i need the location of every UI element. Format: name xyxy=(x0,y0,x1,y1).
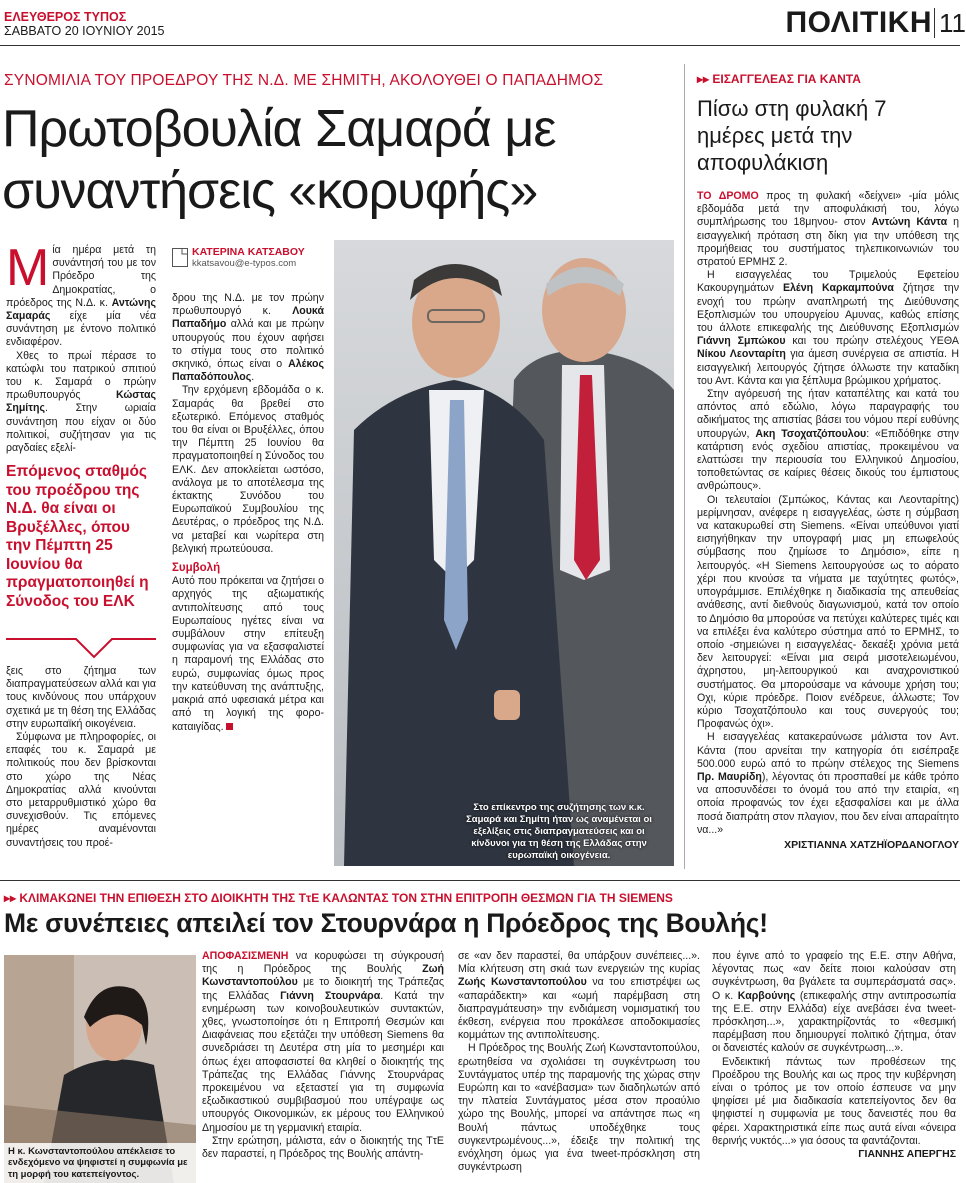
side-p1: προς τη φυλακή «δείχνει» -μία μόλις εβδομάδα μετά την αποφυλάκισή του, λόγω συμπλήρωσης του 18μηνου- στον xyxy=(697,190,959,229)
col1-text3: . Στην ωριαία συνάντηση που είχαν οι δύο πολιτικοί, συζήτησαν για τις ραγδαίες εξελί- xyxy=(6,402,156,455)
side-kicker-text: ΕΙΣΑΓΓΕΛΕΑΣ ΓΙΑ ΚΑΝΤΑ xyxy=(712,72,861,86)
masthead xyxy=(4,10,164,39)
name-samaras: Αντώνης Σαμαράς xyxy=(6,296,156,323)
bottom-c2b: να του επιστρέψει ως «απαράδεκτη» και «ωμή παρέμβαση στη διαπραγμάτευση» την ενδιάμεση νομισματική του έκθεση, ενέργεια που προκάλεσε αποδοκιμασίες κομμάτων της αντιπολίτευσης. xyxy=(458,976,701,1042)
side-p5b: ), λέγοντας ότι προσπαθεί με κάθε τρόπο να αποσυνδέσει το όνομά του από την εταιρία, «η οποία προφανώς τον έχει εξασφαλίσει και με άλλα ποσά διαπράτη στον πλαγιον, που δεν είναι απαραίτητο να...» xyxy=(697,770,959,836)
side-p2b: ζήτησε την ενοχή του πρώην αναπληρωτή της Διεύθυνσης Εξοπλισμών του υπουργείου Αμυνας, καθώς επίσης του άλλοτε επικεφαλής της Διεύθυνσης Εξοπλισμών xyxy=(697,282,959,335)
issue-date: ΣΑΒΒΑΤΟ 20 ΙΟΥΝΙΟΥ 2015 xyxy=(4,24,165,38)
col1-text2: Χθες το πρωί πέρασε το κατώφλι του πατρικού σπιτιού του κ. Σαμαρά ο πρώην πρωθυπουργός xyxy=(6,349,156,402)
bottom-c3a: που έγινε από το γραφείο της Ε.Ε. στην Αθήνα, λέγοντας πως «αν δείτε ποιοι καλούσαν στη συγκέντρωση, θα βγάλετε τα συμπεράσματά σας». Ο κ. xyxy=(712,950,956,1002)
main-col-1-cont xyxy=(6,665,156,850)
double-chevron-icon-2: ▸▸ xyxy=(4,891,20,905)
main-photo-caption: Στο επίκεντρο της συζήτησης των κ.κ. Σαμαρά και Σημίτη ήταν ως αναμένεται οι εξελίξεις στις διαπραγματεύσεις και οι κίνδυνοι για τη θέση της Ελλάδας στην ευρωπαϊκή οικογένεια. xyxy=(466,802,652,861)
author-name: ΚΑΤΕΡΙΝΑ ΚΑΤΣΑΒΟΥ xyxy=(192,246,305,258)
author-icon xyxy=(172,248,188,267)
author-block xyxy=(172,246,332,269)
pull-quote-rule xyxy=(6,637,156,661)
headline-line-1: Πρωτοβουλία Σαμαρά με xyxy=(2,100,556,158)
author-email: kkatsavou@e-typos.com xyxy=(192,258,297,269)
name-stournaras: Γιάννη Στουρνάρα xyxy=(280,989,381,1002)
name-papadimos: Λουκά Παπαδήμο xyxy=(172,305,324,331)
side-p5a: Η εισαγγελέας κατακεραύνωσε μάλιστα τον Αντ. Κάντα (που αρνείται την κατηγορία ότι εισέπραξε 500.000 ευρώ από το πρώην στέλεχος της Siemens xyxy=(697,731,959,770)
side-p4: Οι τελευταίοι (Σμπώκος, Κάντας και Λεονταρίτης) μερίμνησαν, ανέφερε η εισαγγελέας, ώστε η σύμβαση να κατακυρωθεί στη Siemens. «Είναι υπεύθυνοι γιατί εισηγήθηκαν την υπογραφή μιας μη επωφελούς σύμβασης που ζημίωσε το Δημόσιο», είπε η λειτουργός. «Η Siemens λειτουργούσε ως το αόρατο χέρι που κινούσε τα νήματα με ταχύτητες φωτός», υπογράμμισε. Επιλέχθηκε η διαδικασία της απευθείας ανάθεσης, αντί διεθνούς διαγωνισμού, κατά τον οποίο το Δημόσιο θα μπορούσε να πετύχει καλύτερες τιμές και να επιλέξει ένα καλύτερο σύστημα από το ΕΡΜΗΣ, το οποίο -σημειώνει η εισαγγελέας- δεκαέξι χρόνια μετά δεν λειτουργεί: «Είναι μια σειρά μισοτελειωμένου, άχρηστου, μη-λειτουργικού και αναχρονιστικού συστήματος. Θα μπορούσαμε να κάνουμε χρήση του; Οχι, κύριε πρόεδρε. Ποιον ενέδρευε, άλλωστε; Τον κύριο Τσοχατζόπουλο και τους συνεργούς του; Προφανώς όχι». xyxy=(697,493,959,731)
name-simitis: Κώστας Σημίτης xyxy=(6,389,156,415)
side-p3a: Στην αγόρευσή της ήταν καταπέλτης και κατά του απόντος από εδώλιο, λόγω παραγραφής του αδικήματος της απιστίας βάσει του νόμου περί ευθύνης υπουργών, xyxy=(697,388,959,440)
side-body xyxy=(697,190,959,852)
col1-text1: είχε μία νέα συνάντηση με έντονο πολιτικό ενδιαφέρον. xyxy=(6,310,156,349)
bottom-col-3 xyxy=(712,950,956,1161)
bottom-lead: ΑΠΟΦΑΣΙΣΜΕΝΗ xyxy=(202,950,289,962)
page-number: 11 xyxy=(934,8,957,38)
col1-intro: ία ημέρα μετά τη συνάντησή του με τον Πρόεδρο της Δημοκρατίας, ο πρόεδρος της Ν.Δ. κ. xyxy=(6,244,156,309)
name-tsochatzopoulos: Ακη Τσοχατζόπουλου xyxy=(755,427,867,440)
main-col-1 xyxy=(6,239,156,455)
bottom-c3c: Ενδεικτική πάντως των προθέσεων της Προέδρου της Βουλής και ως προς την κυβέρνηση είναι ο τρόπος με τον οποίο έσπευσε να μην ψηφίσει μέ μια διαδικασία κατεπείγοντος δεν θα ψηφιστεί η συμφωνία με τους δανειστές που θα φέρει. Χαρακτηριστικά είπε πως αυτά είναι «όνειρα θερινής νυκτός...» για όσους τα φαντάζονται. xyxy=(712,1055,956,1147)
name-konstantopoulou: Ζωή Κωνσταντοπούλου xyxy=(202,963,444,989)
col2-text3: . xyxy=(251,371,255,384)
col2-text2: αλλά και με πρώην υπουργούς που έχουν αφήσει το στίγμα τους στο πολιτικό σκηνικό, όπως είναι ο xyxy=(172,318,324,371)
side-p1b: η εισαγγελική πρόταση στη δίκη για την υπόθεση της προμήθειας του συστήματος τηλεπικοινωνιών του στρατού ΕΡΜΗΣ 2. xyxy=(697,216,960,269)
headline-line-2: συναντήσεις «κορυφής» xyxy=(2,162,538,220)
name-mavridis: Πρ. Μαυρίδη xyxy=(697,770,762,783)
bottom-headline: Με συνέπειες απειλεί τον Στουρνάρα η Πρόεδρος της Βουλής! xyxy=(4,908,768,938)
bottom-photo-caption: Η κ. Κωνσταντοπούλου απέκλεισε το ενδεχόμενο να ψηφιστεί η συμφωνία με τη μορφή του κατεπείγοντος. xyxy=(4,1143,196,1183)
column-divider xyxy=(684,64,685,869)
dropcap: Μ xyxy=(6,239,50,297)
name-papadopoulos: Αλέκος Παπαδόπουλος xyxy=(172,358,324,384)
section-title: ΠΟΛΙΤΙΚΗ xyxy=(785,6,932,39)
main-col-2 xyxy=(172,292,324,734)
header-rule xyxy=(0,45,960,46)
double-chevron-icon: ▸▸ xyxy=(697,72,713,86)
side-byline: ΧΡΙΣΤΙΑΝΝΑ ΧΑΤΖΗΪΟΡΔΑΝΟΓΛΟΥ xyxy=(784,838,959,851)
bottom-c1a: να κορυφώσει τη σύγκρουσή της η Πρόεδρος της Βουλής xyxy=(202,950,444,976)
main-headline xyxy=(2,98,556,222)
photo-samaras-simitis xyxy=(334,240,674,866)
section-rule xyxy=(0,880,960,881)
bottom-c2c: Η Πρόεδρος της Βουλής Ζωή Κωνσταντοπούλου, ερωτηθείσα να σχολιάσει τη συγκέντρωση του Συντάγματος υπέρ της παραμονής της χώρας στην Ευρώπη και το «ανέβασμα» των διαδηλωτών από την πλατεία Συντάγματος μέσα στον προαύλιο χώρο της Βουλής, μπορεί να απάντησε πως «η Βουλή πάντως υποδέχθηκε τους συγκεντρωμένους...», έδειξε την πολιτική της ενόχληση όμως για ένα tweet-πρόσκληση στη συγκέντρωση xyxy=(458,1042,700,1174)
bottom-c1d: Στην ερώτηση, μάλιστα, εάν ο διοικητής της ΤτΕ δεν παραστεί, η Πρόεδρος της Βουλής απάντη- xyxy=(202,1134,444,1161)
bottom-byline: ΓΙΑΝΝΗΣ ΑΠΕΡΓΗΣ xyxy=(858,1148,956,1161)
bottom-c1b: με το διοικητή της Τράπεζας της Ελλάδας xyxy=(202,976,444,1002)
bottom-c3b: (επικεφαλής στην αντιπροσωπία της Ε.Ε. στην Ελλάδα) είχε ανεβάσει ένα tweet-πρόσκληση...», χαρακτηρίζοντάς το «θεσμική παρέμβαση που δημιουργεί πολιτικό ζήτημα, όταν οι δανειστές καλούν σε συγκέντρωση...». xyxy=(712,989,956,1055)
col2-text5: Αυτό που πρόκειται να ζητήσει ο αρχηγός της αξιωματικής αντιπολίτευσης από τους Ευρωπαίους ηγέτες είναι να συμβάλουν στην επίτευξη συμφωνίας για να εξασφαλιστεί η παραμονή της Ελλάδας στο ευρώ, συμφωνίας όμως προς την κατεύθυνση της ανάπτυξης, μακριά από υφεσιακά μέτρα και από τη λογική της φορο-καταιγίδας. xyxy=(172,575,324,733)
name-kantas: Αντώνη Κάντα xyxy=(871,216,948,229)
bottom-c1c: . Κατά την ενημέρωση των κοινοβουλευτικών συντακτών, χθες, γνωστοποίησε ότι η Επιτροπή Θεσμών και Διαφάνειας που εξετάζει την υπόθεση Siemens θα συνεδριάσει τη Δευτέρα στη μία το μεσημέρι και όπως έχει αποφασιστεί θα κληθεί ο διοικητής της Τράπεζας της Ελλάδας Γιάννης Στουρνάρας προκειμένου να εξεταστεί για τη συμφωνία εξωδικαστικού συμβιβασμού που υπέγραψε ως υπουργός Οικονομικών, εκ μέρους του Ελληνικού Δημοσίου με τη γερμανική εταιρία. xyxy=(202,989,444,1134)
name-smpokos: Γιάννη Σμπώκου xyxy=(697,335,786,348)
main-kicker: ΣΥΝΟΜΙΛΙΑ ΤΟΥ ΠΡΟΕΔΡΟΥ ΤΗΣ Ν.Δ. ΜΕ ΣΗΜΙΤΗ, ΑΚΟΛΟΥΘΕΙ Ο ΠΑΠΑΔΗΜΟΣ xyxy=(4,72,604,89)
name-karvounis: Καρβούνης xyxy=(737,989,796,1002)
bottom-kicker xyxy=(4,891,673,905)
end-mark xyxy=(226,723,233,730)
paper-name: ΕΛΕΥΘΕΡΟΣ ΤΥΠΟΣ xyxy=(4,10,127,24)
col1-text5: Σύμφωνα με πληροφορίες, οι επαφές του κ. Σαμαρά με πολιτικούς που δεν βρίσκονται στο χώρο της Νέας Δημοκρατίας αλλά κινούνται στο μεταρρυθμιστικό χώρο θα συνεχισθούν. Τις επόμενες ημέρες αναμένονται συναντήσεις του προέ- xyxy=(6,731,156,849)
name-zoi-konstantopoulou: Ζωής Κωνσταντοπούλου xyxy=(458,976,587,989)
bottom-photo xyxy=(4,955,196,1183)
side-p2a: Η εισαγγελέας του Τριμελούς Εφετείου Κακουργημάτων xyxy=(697,269,959,295)
bottom-c2a: σε «αν δεν παραστεί, θα υπάρξουν συνέπειες...». Μία κλήτευση στη σκιά των ενεργειών της κυρίας xyxy=(458,950,700,976)
name-leontaritis: Νίκου Λεονταρίτη xyxy=(697,348,786,361)
bottom-col-1 xyxy=(202,950,444,1161)
side-lead: ΤΟ ΔΡΟΜΟ xyxy=(697,190,759,202)
side-headline: Πίσω στη φυλακή 7 ημέρες μετά την αποφυλάκιση xyxy=(697,96,887,175)
main-photo xyxy=(334,240,674,866)
col2-text1: δρου της Ν.Δ. με τον πρώην πρωθυπουργό κ. xyxy=(172,292,324,318)
col1-text4: ξεις στο ζήτημα των διαπραγματεύσεων αλλά και για τους κινδύνους που υπάρχουν σχετικά με τη θέση της Ελλάδας στην ευρωπαϊκή οικογένεια. xyxy=(6,665,156,730)
pull-quote: Επόμενος σταθμός του προέδρου της Ν.Δ. θα είναι οι Βρυξέλλες, όπου την Πέμπτη 25 Ιουνίου θα πραγματοποιηθεί η Σύνοδος του ΕΛΚ xyxy=(6,463,149,610)
bottom-kicker-text: ΚΛΙΜΑΚΩΝΕΙ ΤΗΝ ΕΠΙΘΕΣΗ ΣΤΟ ΔΙΟΙΚΗΤΗ ΤΗΣ ΤτΕ ΚΑΛΩΝΤΑΣ ΤΟΝ ΣΤΗΝ ΕΠΙΤΡΟΠΗ ΘΕΣΜΩΝ ΓΙΑ ΤΗ SIEMENS xyxy=(19,891,673,905)
name-karkampouna: Ελένη Καρκαμπούνα xyxy=(782,282,894,295)
side-p2c: και του πρώην στελέχους ΥΕΘΑ xyxy=(785,335,959,348)
subhead: Συμβολή xyxy=(172,562,221,575)
bottom-col-2 xyxy=(458,950,700,1174)
side-p2d: για άμεση συνέργεια σε απιστία. Η εισαγγελική λειτουργός ζήτησε όλλωστε την καταδίκη του Αντ. Κάντα και για ξέπλυμα βρώμικου χρήματος. xyxy=(697,348,959,387)
side-p3b: : «Επιδόθηκε στην κατάρτιση ενός σχεδίου απιστίας, προκειμένου να ελαττώσει την περιουσία του Ελληνικού Δημοσίου, τοποθετώντας σε καίριες θέσεις δικούς του έμπιστους ανθρώπους». xyxy=(697,427,959,493)
side-kicker xyxy=(697,72,861,86)
col2-text4: Την ερχόμενη εβδομάδα ο κ. Σαμαράς θα βρεθεί στο εξωτερικό. Επόμενος σταθμός του θα είναι οι Βρυξέλλες, όπου την Πέμπτη 25 Ιουνίου θα πραγματοποιηθεί η Σύνοδος του ΕΛΚ. Δεν αποκλείεται ωστόσο, ανάλογα με το αποτέλεσμα της έκτακτης Συνόδου του Ευρωπαϊκού Συμβουλίου της Δευτέρας, ο πρόεδρος της Ν.Δ. να μεταβεί και νωρίτερα στη βελγική πρωτεύουσα. xyxy=(172,384,324,555)
